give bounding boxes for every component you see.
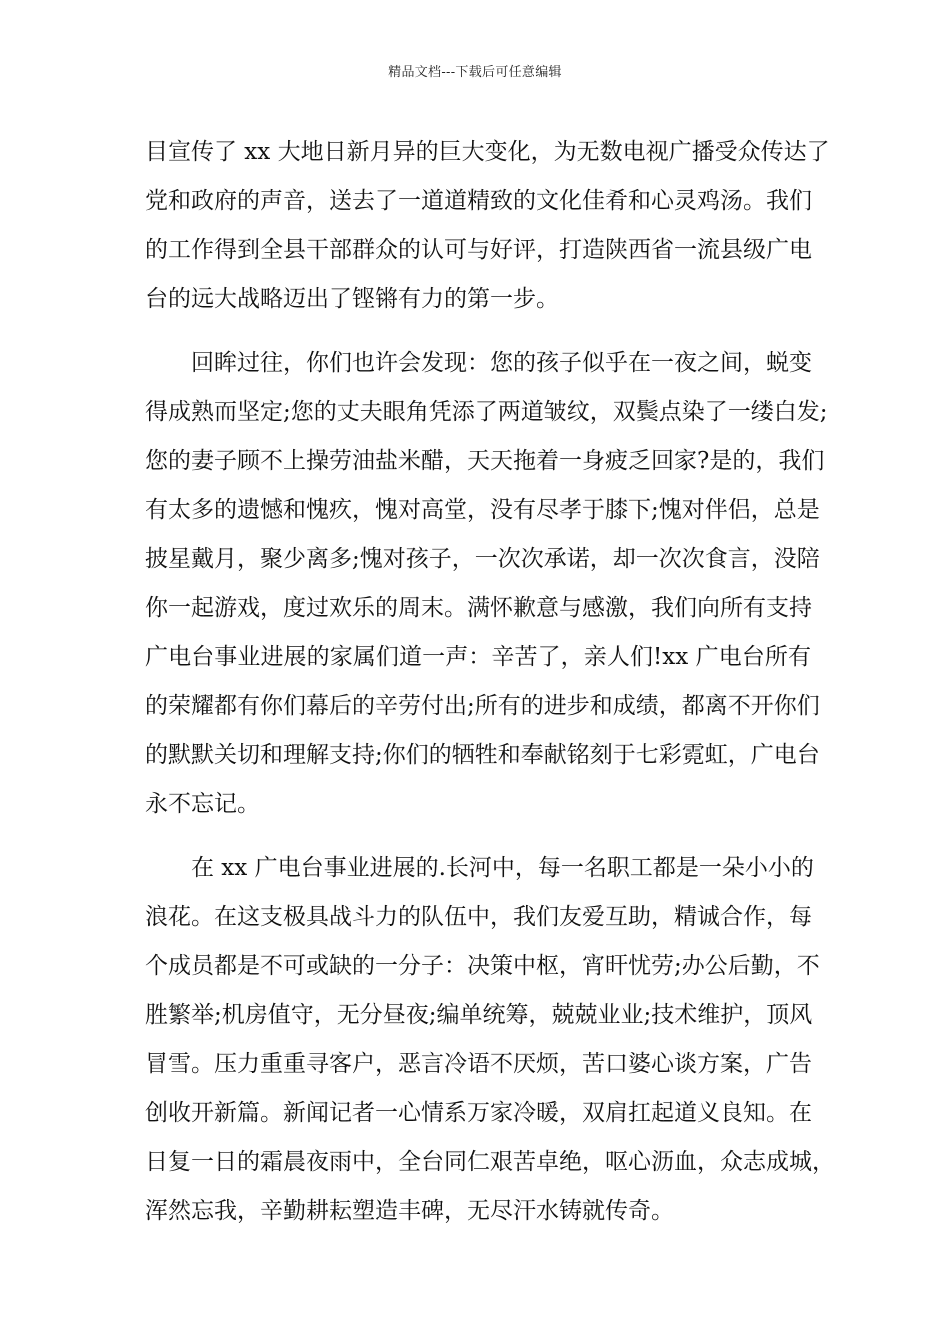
text-line: 浪花。在这支极具战斗力的队伍中，我们友爱互助，精诚合作，每 <box>145 904 812 930</box>
text-line: 的工作得到全县干部群众的认可与好评，打造陕西省一流县级广电 <box>145 237 812 263</box>
paragraph-2 <box>145 339 828 829</box>
text-line: 披星戴月，聚少离多;愧对孩子，一次次承诺，却一次次食言，没陪 <box>145 546 820 572</box>
paragraph-1 <box>145 128 830 324</box>
text-line: 冒雪。压力重重寻客户，恶言冷语不厌烦，苦口婆心谈方案，广告 <box>145 1051 812 1077</box>
text-line: 浑然忘我，辛勤耕耘塑造丰碑，无尽汗水铸就传奇。 <box>145 1198 674 1224</box>
text-line: 的默默关切和理解支持;你们的牺牲和奉献铭刻于七彩霓虹，广电台 <box>145 742 820 768</box>
text-line: 在 xx 广电台事业进展的.长河中，每一名职工都是一朵小小的 <box>191 855 814 881</box>
text-line: 日复一日的霜晨夜雨中，全台同仁艰苦卓绝，呕心沥血，众志成城， <box>145 1149 835 1175</box>
text-line: 目宣传了 xx 大地日新月异的巨大变化，为无数电视广播受众传达了 <box>145 139 830 165</box>
text-line: 个成员都是不可或缺的一分子：决策中枢，宵旰忧劳;办公后勤，不 <box>145 953 820 979</box>
paragraph-3 <box>145 844 835 1236</box>
text-line: 台的远大战略迈出了铿锵有力的第一步。 <box>145 286 559 312</box>
text-line: 有太多的遗憾和愧疚，愧对高堂，没有尽孝于膝下;愧对伴侣，总是 <box>145 497 820 523</box>
page-header: 精品文档---下载后可任意编辑 <box>388 65 562 80</box>
text-line: 广电台事业进展的家属们道一声：辛苦了，亲人们!xx 广电台所有 <box>145 644 811 670</box>
text-line: 党和政府的声音，送去了一道道精致的文化佳肴和心灵鸡汤。我们 <box>145 188 812 214</box>
text-line: 得成熟而坚定;您的丈夫眼角凭添了两道皱纹，双鬓点染了一缕白发; <box>145 399 828 425</box>
document-body <box>145 128 835 1236</box>
text-line: 胜繁举;机房值守，无分昼夜;编单统筹，兢兢业业;技术维护，顶风 <box>145 1002 813 1028</box>
text-line: 您的妻子顾不上操劳油盐米醋，天天拖着一身疲乏回家?是的，我们 <box>145 448 825 474</box>
text-line: 永不忘记。 <box>145 791 260 817</box>
text-line: 创收开新篇。新闻记者一心情系万家冷暖，双肩扛起道义良知。在 <box>145 1100 812 1126</box>
text-line: 的荣耀都有你们幕后的辛劳付出;所有的进步和成绩，都离不开你们 <box>145 693 820 719</box>
text-line: 你一起游戏，度过欢乐的周末。满怀歉意与感激，我们向所有支持 <box>145 595 812 621</box>
text-line: 回眸过往，你们也许会发现：您的孩子似乎在一夜之间，蜕变 <box>191 350 812 376</box>
